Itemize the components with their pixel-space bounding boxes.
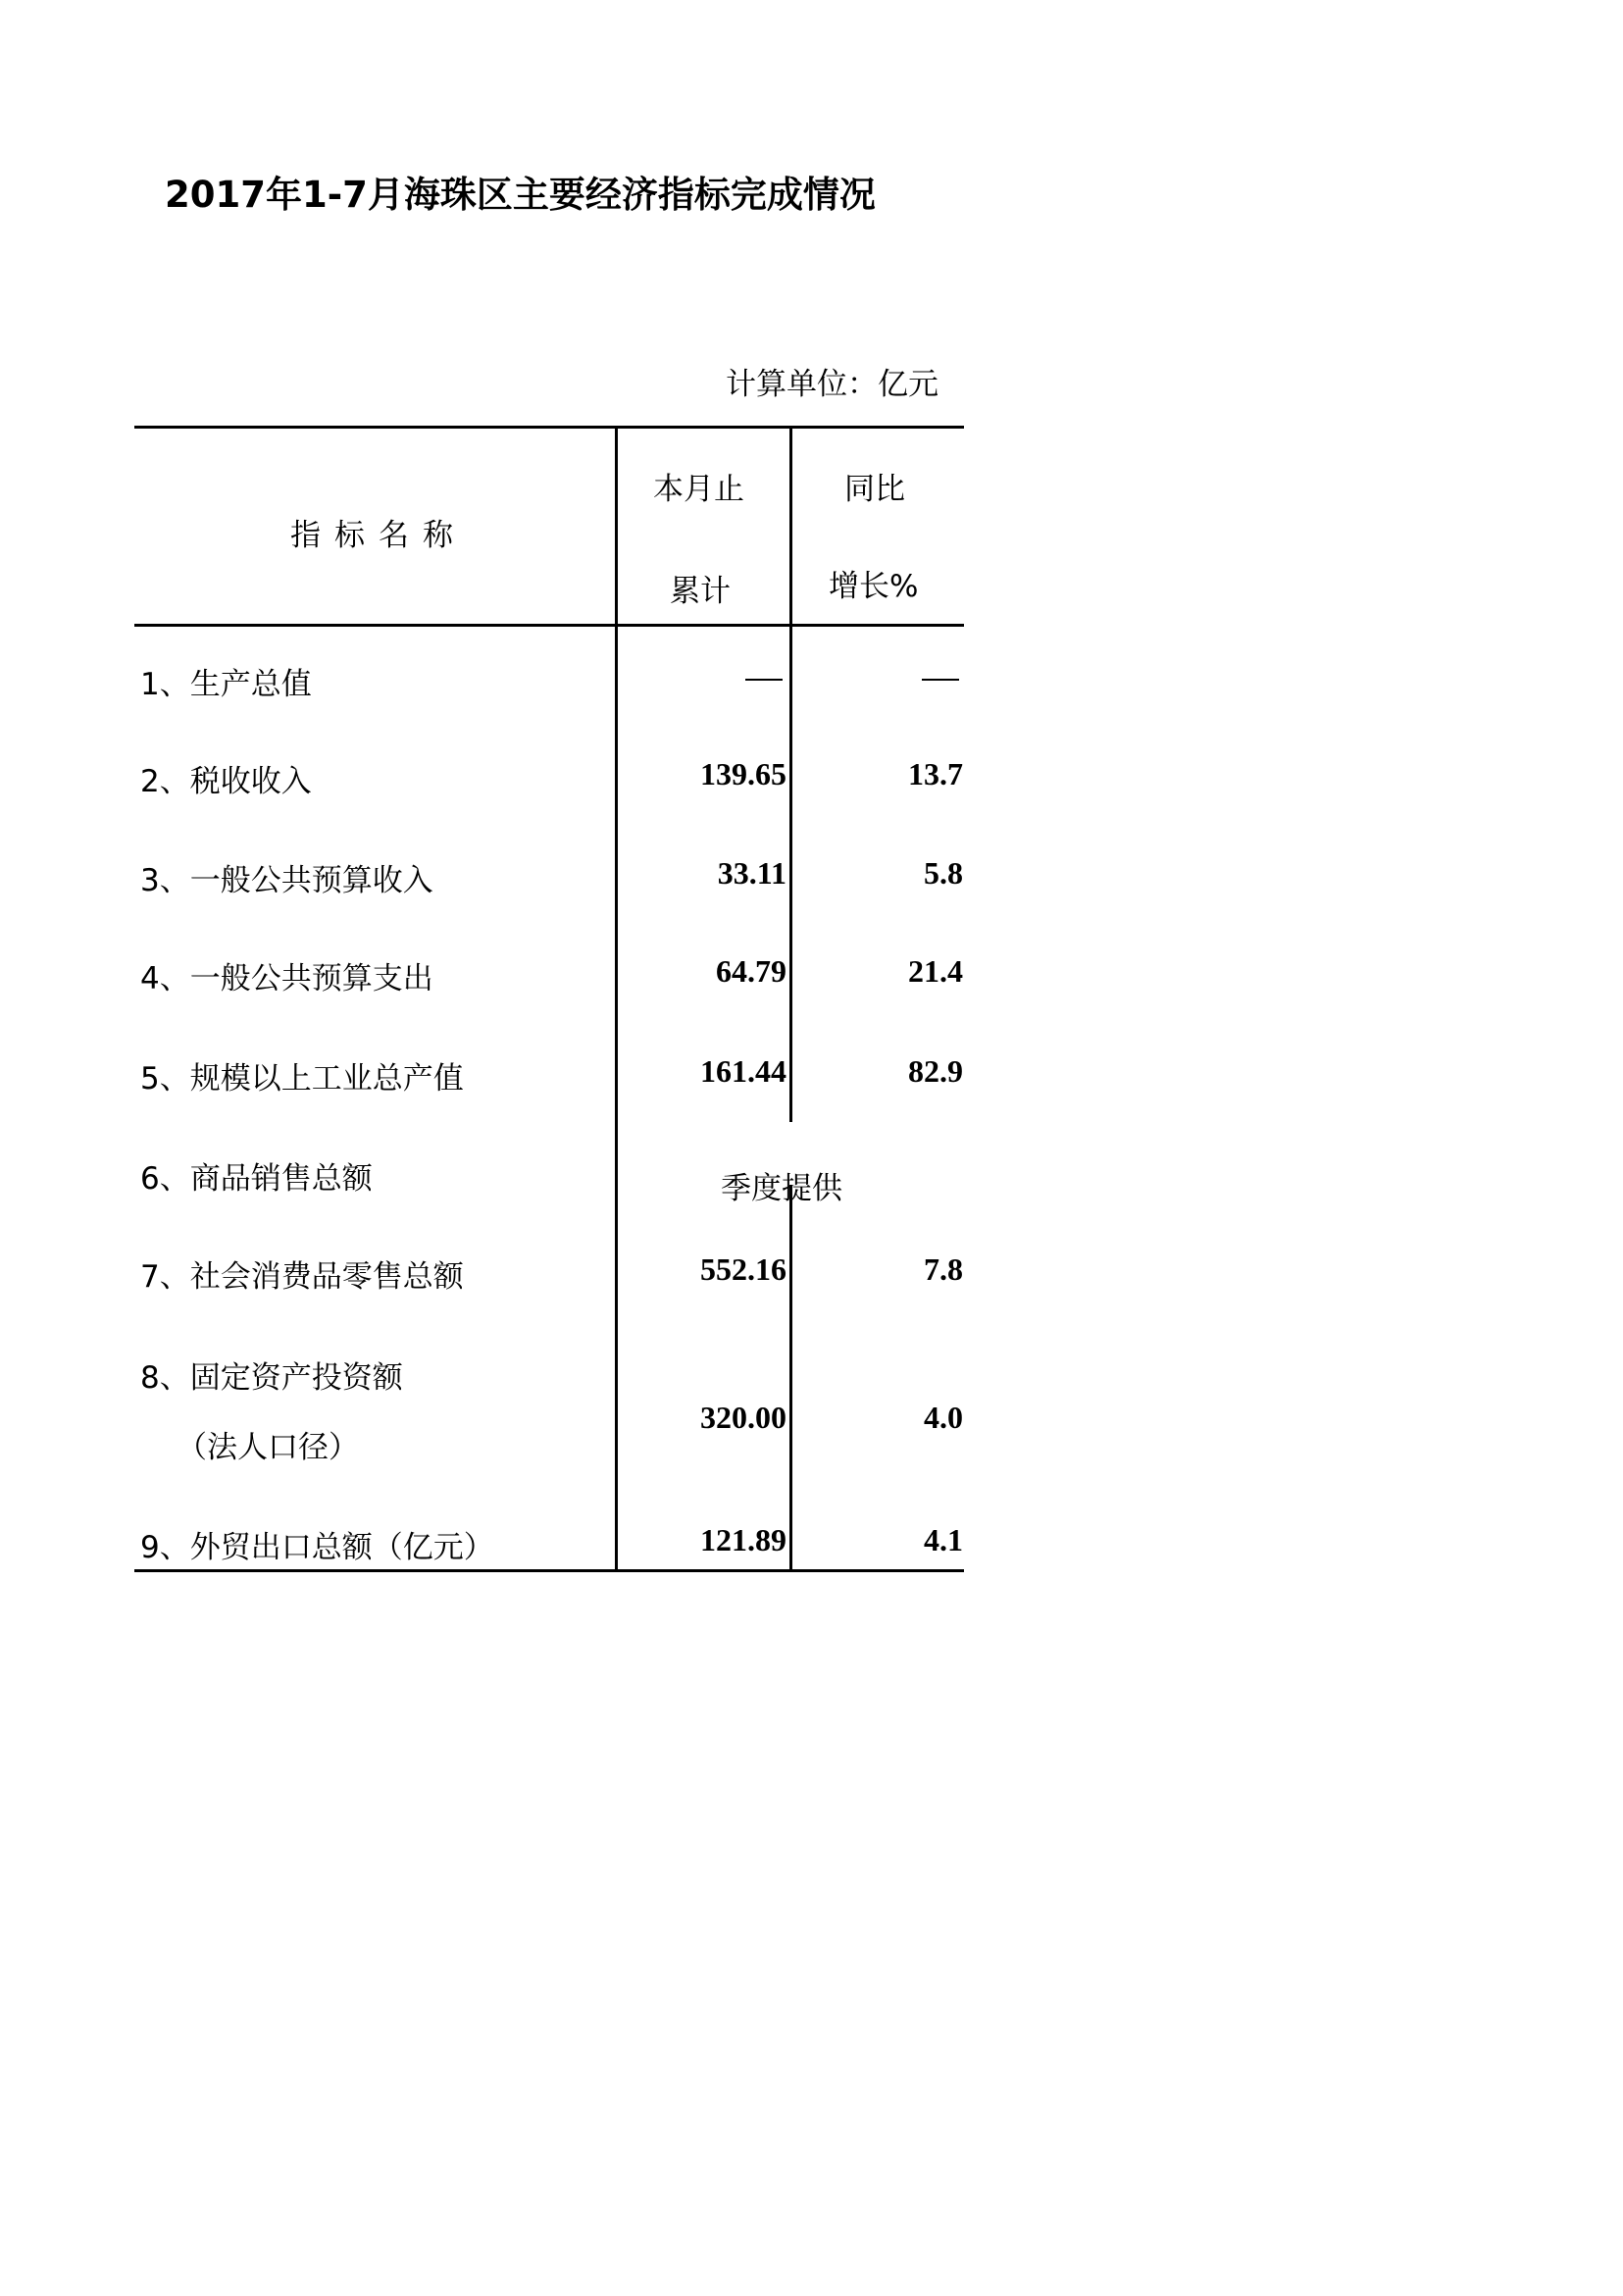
table-top-border (134, 426, 964, 429)
row-label-fixed-investment-sub: （法人口径） (177, 1430, 359, 1465)
table-bottom-border (134, 1569, 964, 1572)
row-retail-sales-growth: 7.8 (924, 1251, 963, 1287)
row-label-industrial-output: 5、规模以上工业总产值 (140, 1061, 464, 1097)
row-label-commodity-sales: 6、商品销售总额 (140, 1161, 373, 1197)
row-gdp-growth-dash (922, 679, 959, 681)
row-label-retail-sales: 7、社会消费品零售总额 (140, 1259, 464, 1295)
row-budget-revenue-cumulative: 33.11 (717, 855, 786, 891)
row-export-cumulative: 121.89 (700, 1522, 786, 1557)
row-fixed-investment-cumulative: 320.00 (700, 1400, 786, 1435)
row-commodity-sales-note: 季度提供 (721, 1171, 842, 1206)
row-fixed-investment-growth: 4.0 (924, 1400, 963, 1435)
row-export-growth: 4.1 (924, 1522, 963, 1557)
row-label-budget-revenue: 3、一般公共预算收入 (140, 863, 433, 898)
row-tax-revenue-cumulative: 139.65 (700, 756, 786, 791)
column-divider-2a (789, 426, 792, 1122)
row-industrial-output-cumulative: 161.44 (700, 1053, 786, 1089)
page-title: 2017年1-7月海珠区主要经济指标完成情况 (165, 174, 876, 216)
header-growth-line1: 同比 (844, 472, 905, 507)
header-growth-line2: 增长% (829, 569, 919, 604)
row-gdp-cumulative-dash (745, 679, 783, 681)
column-divider-2b (789, 1185, 792, 1572)
row-industrial-output-growth: 82.9 (908, 1053, 963, 1089)
header-indicator-name: 指标名称 (290, 518, 467, 553)
row-label-gdp: 1、生产总值 (140, 667, 312, 702)
table-header-border (134, 624, 964, 627)
row-budget-revenue-growth: 5.8 (924, 855, 963, 891)
row-label-export: 9、外贸出口总额（亿元） (140, 1530, 494, 1565)
header-cumulative-line2: 累计 (670, 574, 731, 609)
row-budget-expenditure-cumulative: 64.79 (716, 953, 786, 989)
row-label-tax-revenue: 2、税收收入 (140, 764, 312, 799)
row-budget-expenditure-growth: 21.4 (908, 953, 963, 989)
row-label-budget-expenditure: 4、一般公共预算支出 (140, 961, 433, 996)
row-label-fixed-investment: 8、固定资产投资额 (140, 1360, 403, 1396)
header-cumulative-line1: 本月止 (653, 472, 744, 507)
row-tax-revenue-growth: 13.7 (908, 756, 963, 791)
unit-label: 计算单位：亿元 (726, 367, 938, 402)
row-retail-sales-cumulative: 552.16 (700, 1251, 786, 1287)
